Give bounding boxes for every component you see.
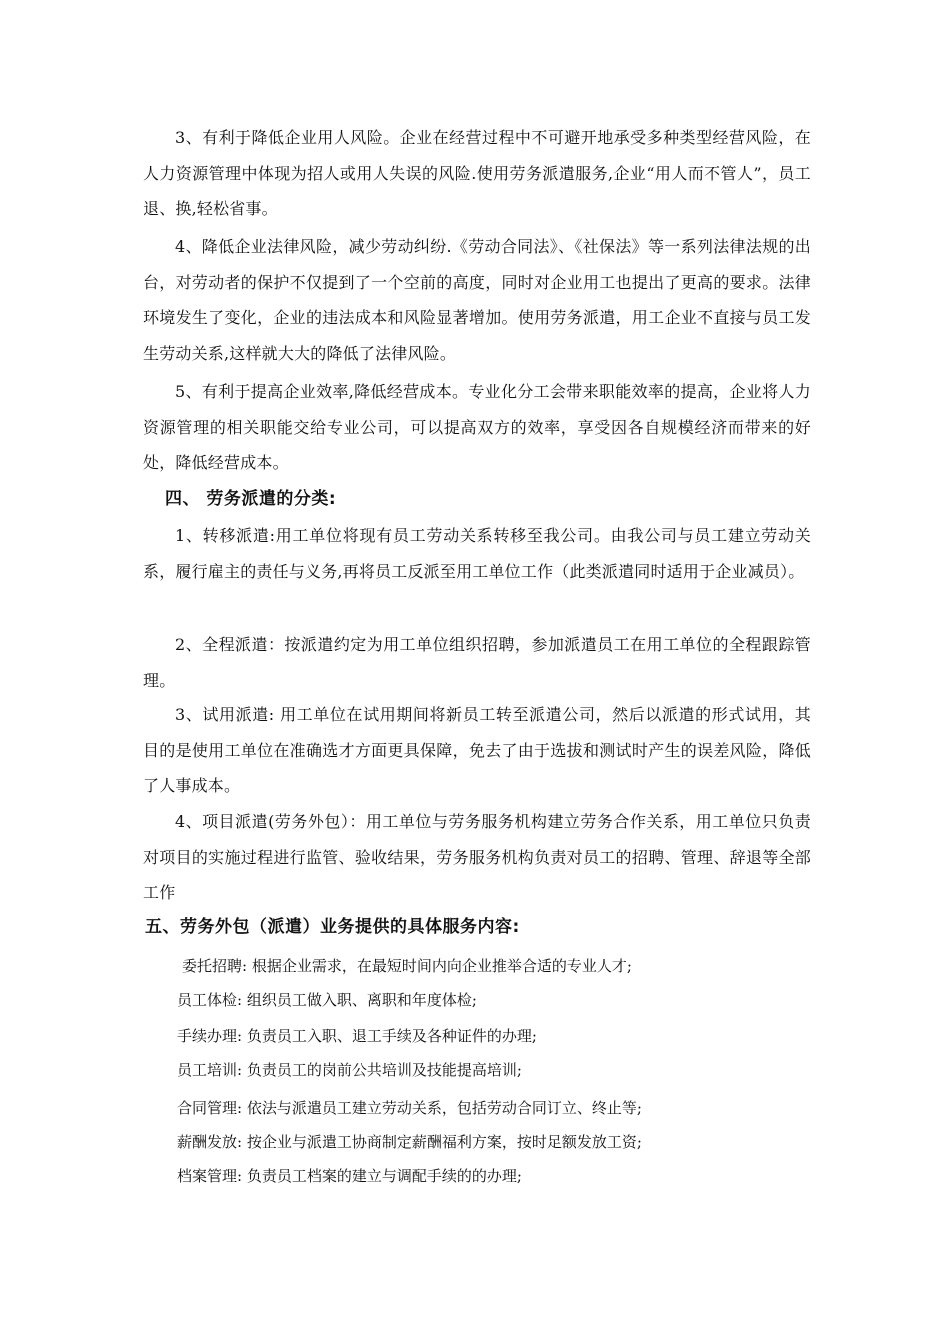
service-item-medical-check: 员工体检: 组织员工做入职、离职和年度体检; — [177, 991, 477, 1009]
list-item-full-dispatch: 2、全程派遣：按派遣约定为用工单位组织招聘，参加派遣员工在用工单位的全程跟踪管理。 — [143, 635, 811, 690]
service-item-contract: 合同管理: 依法与派遣员工建立劳动关系，包括劳动合同订立、终止等; — [177, 1099, 642, 1117]
section-heading-service-content: 五、劳务外包（派遣）业务提供的具体服务内容: — [145, 917, 520, 937]
service-item-procedures: 手续办理: 负责员工入职、退工手续及各种证件的办理; — [177, 1027, 537, 1045]
section-heading-dispatch-types: 四、 劳务派遣的分类: — [165, 489, 337, 509]
service-item-salary: 薪酬发放: 按企业与派遣工协商制定薪酬福利方案，按时足额发放工资; — [177, 1133, 642, 1151]
paragraph-reduce-hiring-risk: 3、有利于降低企业用人风险。企业在经营过程中不可避开地承受多种类型经营风险，在人力资源管理中体现为招人或用人失误的风险.使用劳务派遣服务,企业“用人而不管人”，员工退、换,轻松省事。 — [143, 128, 811, 218]
service-item-training: 员工培训: 负责员工的岗前公共培训及技能提高培训; — [177, 1061, 522, 1079]
paragraph-reduce-legal-risk: 4、降低企业法律风险，减少劳动纠纷.《劳动合同法》、《社保法》等一系列法律法规的出台，对劳动者的保护不仅提到了一个空前的高度，同时对企业用工也提出了更高的要求。法律环境发生了变化，企业的违法成本和风险显著增加。使用劳务派遣，用工企业不直接与员工发生劳动关系,这样就大大的降低了法律风险。 — [143, 237, 811, 363]
list-item-transfer-dispatch: 1、转移派遣:用工单位将现有员工劳动关系转移至我公司。由我公司与员工建立劳动关系，履行雇主的责任与义务,再将员工反派至用工单位工作（此类派遣同时适用于企业减员）。 — [143, 526, 811, 581]
service-item-recruitment: 委托招聘: 根据企业需求，在最短时间内向企业推举合适的专业人才; — [182, 957, 632, 975]
paragraph-improve-efficiency: 5、有利于提高企业效率,降低经营成本。专业化分工会带来职能效率的提高，企业将人力资源管理的相关职能交给专业公司，可以提高双方的效率，享受因各自规模经济而带来的好处，降低经营成本。 — [143, 382, 811, 472]
list-item-project-dispatch: 4、项目派遣(劳务外包）：用工单位与劳务服务机构建立劳务合作关系，用工单位只负责对项目的实施过程进行监管、验收结果，劳务服务机构负责对员工的招聘、管理、辞退等全部工作 — [143, 812, 811, 902]
list-item-trial-dispatch: 3、试用派遣: 用工单位在试用期间将新员工转至派遣公司，然后以派遣的形式试用，其目的是使用工单位在准确选才方面更具保障，免去了由于选拔和测试时产生的误差风险，降低了人事成本。 — [143, 705, 811, 795]
service-item-archives: 档案管理: 负责员工档案的建立与调配手续的的办理; — [177, 1167, 522, 1185]
